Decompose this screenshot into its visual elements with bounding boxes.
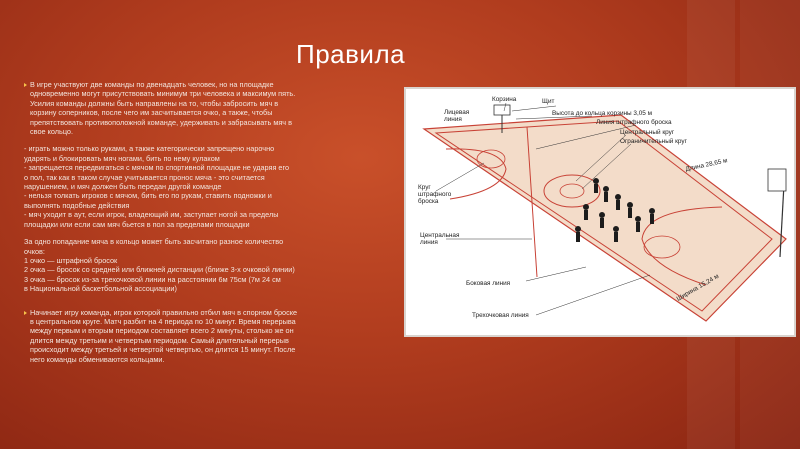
- text-line: выполнять подобные действия: [24, 200, 130, 210]
- text-line: корзину соперников, после чего им засчитывается очко, а также, чтобы: [30, 108, 273, 118]
- bullet-icon: [24, 311, 27, 315]
- label-ft-circle-3: броска: [418, 198, 439, 205]
- paragraph-text: [30, 80, 394, 136]
- text-line: него команды обмениваются кольцами.: [30, 354, 165, 364]
- text-line: Усилия команды должны быть направлены на то, чтобы забросить мяч в: [30, 98, 279, 108]
- slide-title: Правила: [296, 39, 406, 69]
- hoop-post-right: [780, 184, 784, 257]
- label-ft-circle-2: штрафного: [418, 191, 452, 198]
- label-restricted-circle: Ограничительный круг: [620, 138, 687, 145]
- text-line: между первым и вторым периодом составляет всего 2 минуты, столько же он: [30, 326, 294, 336]
- text-line: препятствовать противоположной команде, удерживать и забрасывать мяч в: [30, 117, 292, 127]
- label-center-line-2: линия: [420, 239, 438, 246]
- backboard-left: [494, 105, 510, 115]
- text-line: - мяч уходит в аут, если игрок, владеющий им, заступает ногой за пределы: [24, 210, 279, 220]
- court-surface: [424, 115, 786, 321]
- label-end-line-2: линия: [444, 116, 462, 123]
- text-line: - играть можно только руками, а также категорически запрещено нарочно: [24, 144, 275, 154]
- text-line: За одно попадание мяча в кольцо может быть засчитано разное количество: [24, 237, 284, 247]
- rules-paragraph-restrictions: [24, 144, 394, 229]
- label-ft-circle: Круг: [418, 184, 431, 191]
- label-three-point-line: Трехочковая линия: [472, 312, 529, 319]
- text-line: в Национальной баскетбольной ассоциации): [24, 284, 177, 294]
- text-line: одновременно могут присутствовать минимум три человека и максимум пять.: [30, 89, 296, 99]
- text-line: о пол, так как в таком случае учитывается пронос мяча - это считается: [24, 172, 265, 182]
- rules-paragraph-game-start: [24, 308, 394, 364]
- bullet-icon: [24, 83, 27, 87]
- rules-paragraph-teams: [24, 80, 394, 136]
- text-line: в центральном круге. Матч разбит на 4 периода по 10 минут. Время перерыва: [30, 316, 296, 326]
- text-line: свое кольцо.: [30, 127, 74, 137]
- paragraph-text: [30, 308, 394, 364]
- text-line: - запрещается передвигаться с мячом по спортивной площадке не ударяя его: [24, 163, 290, 173]
- backboard-right: [768, 169, 786, 191]
- label-basket: Корзина: [492, 96, 517, 103]
- text-line: 2 очка — бросок со средней или ближней дистанции (ближе 3-х очковой линии): [24, 265, 295, 275]
- court-svg: [406, 89, 794, 335]
- text-line: происходит между третьей и четвертой четвертью, он длится 15 минут. После: [30, 345, 296, 355]
- rules-paragraph-scoring: [24, 237, 394, 293]
- label-center-line: Центральная: [420, 232, 460, 239]
- rules-text-column: [24, 80, 394, 372]
- text-line: 3 очка — бросок из-за трехочковой линии на расстоянии 6м 75см (7м 24 см: [24, 274, 281, 284]
- label-rim-height: Высота до кольца корзины 3,05 м: [552, 110, 653, 117]
- text-line: В игре участвуют две команды по двенадцать человек, но на площадке: [30, 80, 274, 89]
- text-line: площадки или если сам мяч бьется в пол за пределами площадки: [24, 219, 250, 229]
- label-center-circle: Центральный круг: [620, 129, 675, 136]
- text-line: очков:: [24, 246, 45, 256]
- text-line: Начинает игру команда, игрок которой правильно отбил мяч в спорном броске: [30, 307, 298, 317]
- label-free-throw-line: Линия штрафного броска: [596, 119, 672, 126]
- label-length: Длина 28,65 м: [684, 157, 729, 173]
- text-line: нарушением, и мяч должен быть передан другой команде: [24, 182, 222, 192]
- text-line: - нельзя толкать игроков с мячом, бить его по рукам, ставить подножки и: [24, 191, 272, 201]
- basketball-court-diagram: [404, 87, 796, 337]
- label-backboard: Щит: [542, 98, 555, 105]
- text-line: длится между третьим и четвертым периодом. Самый длительный перерыв: [30, 335, 289, 345]
- label-side-line: Боковая линия: [466, 280, 511, 287]
- text-line: ударять и блокировать мяч ногами, бить по нему кулаком: [24, 153, 220, 163]
- label-width: Ширина 15,24 м: [675, 272, 721, 303]
- text-line: 1 очко — штрафной бросок: [24, 255, 118, 265]
- label-end-line: Лицевая: [444, 109, 470, 116]
